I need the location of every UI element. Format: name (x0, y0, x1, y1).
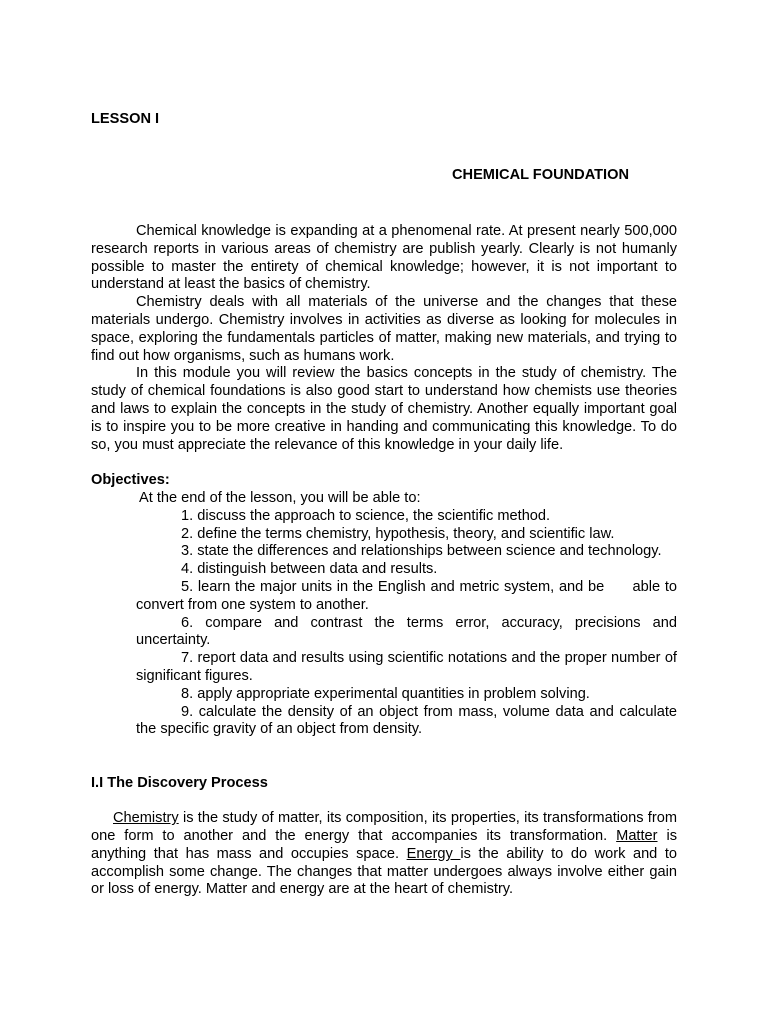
objective-item: 1. discuss the approach to science, the scientific method. (181, 507, 551, 524)
intro-paragraph-3: In this module you will review the basics concepts in the study of chemistry. The study of chemical foundations is also good start to understand how chemists use theories and laws to explain the concepts in the study of chemistry. Another equally important goal is to inspire you to be more creative in handing and communicating this knowledge. To do so, you must appreciate the relevance of this knowledge in your daily life. (91, 365, 677, 453)
section-text-3: is the ability to do work and to accomplish some change. The changes that matter undergoes always involve either gain or loss of energy. Matter and energy are at the heart of chemistry. (91, 845, 678, 898)
objective-item: 9. calculate the density of an object from mass, volume data and calculate the specific gravity of an object from density. (136, 703, 677, 738)
section-text-1: is the study of matter, its composition, its properties, its transformations from one form to another and the energy that accompanies its transformation. (91, 810, 677, 845)
objectives-intro: At the end of the lesson, you will be able to: (139, 489, 421, 506)
objectives-list (91, 507, 682, 739)
section-text-2: is anything that has mass and occupies space. (91, 828, 678, 862)
objective-item: 6. compare and contrast the terms error, accuracy, precisions and uncertainty. (136, 614, 677, 649)
page-title: CHEMICAL FOUNDATION (452, 167, 630, 183)
objective-item: 5. learn the major units in the English and metric system, and be able to convert from one system to another. (136, 578, 682, 613)
section-paragraph (91, 810, 677, 899)
term-chemistry: Chemistry (113, 810, 179, 827)
objective-item: 4. distinguish between data and results. (181, 561, 438, 578)
objective-item: 2. define the terms chemistry, hypothesis, theory, and scientific law. (181, 525, 615, 542)
objective-item: 3. state the differences and relationships between science and technology. (181, 543, 662, 560)
term-energy: Energy (406, 845, 461, 862)
lesson-label: LESSON I (91, 111, 160, 127)
intro-paragraph-2: Chemistry deals with all materials of the universe and the changes that these materials undergo. Chemistry involves in activities as diverse as looking for molecules in space, exploring the fundamentals particles of matter, making new materials, and trying to find out how organisms, such as humans work. (91, 294, 677, 364)
body-text (91, 223, 682, 899)
intro-paragraph-1: Chemical knowledge is expanding at a phenomenal rate. At present nearly 500,000 research reports in various areas of chemistry are publish yearly. Clearly is not humanly possible to master the entirety of chemical knowledge; however, it is not important to understand at least the basics of chemistry. (91, 223, 677, 293)
section-heading: I.I The Discovery Process (91, 774, 268, 791)
objective-item: 7. report data and results using scientific notations and the proper number of significant figures. (136, 650, 677, 684)
section-spacer (91, 739, 677, 775)
term-matter: Matter (616, 828, 658, 845)
objectives-heading: Objectives: (91, 472, 170, 489)
objective-item: 8. apply appropriate experimental quantities in problem solving. (181, 685, 590, 702)
